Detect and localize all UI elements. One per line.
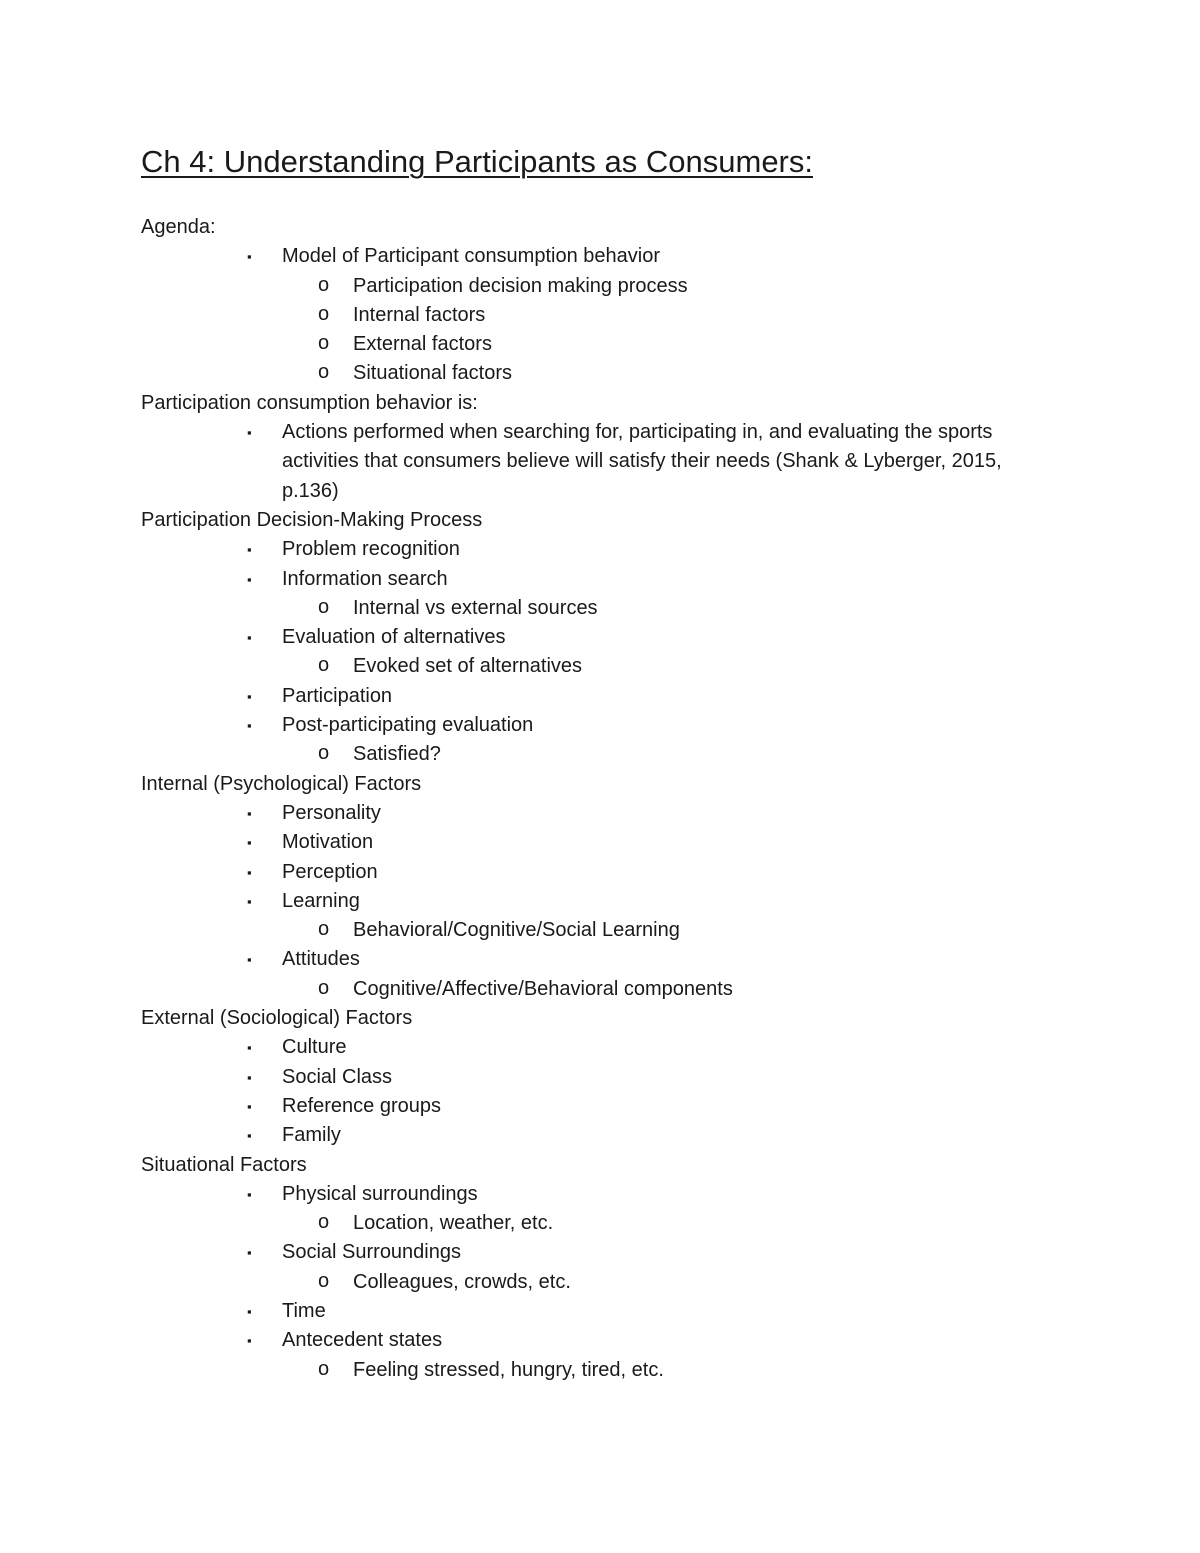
circle-bullet-icon: o	[318, 976, 330, 999]
list-subitem	[141, 359, 1081, 388]
list-item-text: Physical surroundings	[282, 1182, 478, 1205]
list-item	[141, 945, 1081, 974]
list-subitem	[141, 272, 1081, 301]
list-subitem	[141, 330, 1081, 359]
list-item	[141, 535, 1081, 564]
list-item-text: Personality	[282, 801, 381, 824]
square-bullet-icon: ▪	[247, 835, 252, 851]
list-item-text: Social Class	[282, 1065, 393, 1088]
list-item-text: Model of Participant consumption behavior	[282, 245, 660, 268]
list-subitem-text: Participation decision making process	[353, 274, 688, 297]
circle-bullet-icon: o	[318, 654, 330, 677]
list-item-text: Culture	[282, 1036, 347, 1059]
list-subitem-text: Evoked set of alternatives	[353, 655, 583, 678]
list-item	[141, 418, 1081, 447]
list-item	[141, 1297, 1081, 1326]
list-subitem	[141, 916, 1081, 945]
list-item	[141, 1033, 1081, 1062]
list-item-text: activities that consumers believe will satisfy their needs (Shank & Lyberger, 2015,	[282, 450, 1002, 473]
square-bullet-icon: ▪	[247, 1303, 252, 1319]
section-heading-agenda: Agenda:	[141, 216, 216, 238]
circle-bullet-icon: o	[318, 361, 330, 384]
list-subitem-text: Location, weather, etc.	[353, 1212, 554, 1235]
document-title: Ch 4: Understanding Participants as Consumers:	[141, 144, 813, 179]
circle-bullet-icon: o	[318, 302, 330, 325]
list-item-text: Social Surroundings	[282, 1241, 461, 1264]
list-subitem-text: Behavioral/Cognitive/Social Learning	[353, 919, 680, 942]
section-heading-decision-process: Participation Decision-Making Process	[141, 508, 483, 531]
list-subitem	[141, 301, 1081, 330]
list-item	[141, 1092, 1081, 1121]
list-subitem	[141, 1268, 1081, 1297]
list-item	[141, 565, 1081, 594]
list-item-continuation	[141, 447, 1081, 476]
list-item	[141, 1180, 1081, 1209]
circle-bullet-icon: o	[318, 595, 330, 618]
square-bullet-icon: ▪	[247, 952, 252, 968]
list-item	[141, 828, 1081, 857]
list-subitem-text: Cognitive/Affective/Behavioral components	[353, 977, 733, 1000]
circle-bullet-icon: o	[318, 918, 330, 941]
list-item-text: Learning	[282, 889, 360, 912]
square-bullet-icon: ▪	[247, 688, 252, 704]
circle-bullet-icon: o	[318, 742, 330, 765]
square-bullet-icon: ▪	[247, 1069, 252, 1085]
list-subitem-text: Internal factors	[353, 303, 486, 326]
list-subitem-text: External factors	[353, 333, 492, 356]
list-subitem-text: Satisfied?	[353, 743, 441, 766]
list-item-text: Motivation	[282, 831, 374, 854]
square-bullet-icon: ▪	[247, 1333, 252, 1349]
list-item	[141, 1063, 1081, 1092]
list-subitem-text: Situational factors	[353, 362, 512, 385]
list-item-text: Post-participating evaluation	[282, 714, 534, 737]
list-item	[141, 682, 1081, 711]
list-subitem	[141, 1356, 1081, 1385]
list-item-text: Family	[282, 1124, 341, 1147]
list-item-continuation	[141, 477, 1081, 506]
list-item-text: Reference groups	[282, 1094, 441, 1117]
square-bullet-icon: ▪	[247, 1245, 252, 1261]
square-bullet-icon: ▪	[247, 630, 252, 646]
list-item-text: Participation	[282, 684, 393, 707]
list-item-text: Information search	[282, 567, 448, 590]
circle-bullet-icon: o	[318, 332, 330, 355]
list-subitem	[141, 652, 1081, 681]
circle-bullet-icon: o	[318, 1357, 330, 1380]
list-subitem	[141, 594, 1081, 623]
square-bullet-icon: ▪	[247, 249, 252, 265]
list-item-text: p.136)	[282, 479, 339, 502]
square-bullet-icon: ▪	[247, 1186, 252, 1202]
square-bullet-icon: ▪	[247, 805, 252, 821]
list-item	[141, 1238, 1081, 1267]
square-bullet-icon: ▪	[247, 893, 252, 909]
square-bullet-icon: ▪	[247, 718, 252, 734]
list-item-text: Time	[282, 1299, 326, 1322]
list-item	[141, 858, 1081, 887]
list-item-text: Antecedent states	[282, 1329, 443, 1352]
list-item	[141, 242, 1081, 271]
circle-bullet-icon: o	[318, 1211, 330, 1234]
list-item-text: Attitudes	[282, 948, 360, 971]
list-subitem-text: Colleagues, crowds, etc.	[353, 1270, 571, 1293]
list-item	[141, 711, 1081, 740]
circle-bullet-icon: o	[318, 1269, 330, 1292]
square-bullet-icon: ▪	[247, 1040, 252, 1056]
list-subitem	[141, 975, 1081, 1004]
list-item-text: Actions performed when searching for, participating in, and evaluating the sports	[282, 421, 993, 444]
list-item-text: Evaluation of alternatives	[282, 626, 506, 649]
list-subitem-text: Internal vs external sources	[353, 596, 598, 619]
list-item	[141, 1326, 1081, 1355]
list-item	[141, 887, 1081, 916]
circle-bullet-icon: o	[318, 273, 330, 296]
list-item	[141, 1121, 1081, 1150]
square-bullet-icon: ▪	[247, 1098, 252, 1114]
list-item	[141, 799, 1081, 828]
document-body	[141, 213, 1081, 1385]
list-item-text: Perception	[282, 860, 378, 883]
square-bullet-icon: ▪	[247, 1128, 252, 1144]
square-bullet-icon: ▪	[247, 542, 252, 558]
list-subitem-text: Feeling stressed, hungry, tired, etc.	[353, 1358, 664, 1381]
square-bullet-icon: ▪	[247, 425, 252, 441]
list-subitem	[141, 1209, 1081, 1238]
list-item	[141, 623, 1081, 652]
square-bullet-icon: ▪	[247, 864, 252, 880]
section-heading-internal-factors: Internal (Psychological) Factors	[141, 772, 422, 795]
list-subitem	[141, 740, 1081, 769]
section-heading-situational-factors: Situational Factors	[141, 1153, 307, 1176]
square-bullet-icon: ▪	[247, 571, 252, 587]
list-item-text: Problem recognition	[282, 538, 460, 561]
section-heading-external-factors: External (Sociological) Factors	[141, 1007, 413, 1030]
section-heading-definition: Participation consumption behavior is:	[141, 391, 478, 414]
